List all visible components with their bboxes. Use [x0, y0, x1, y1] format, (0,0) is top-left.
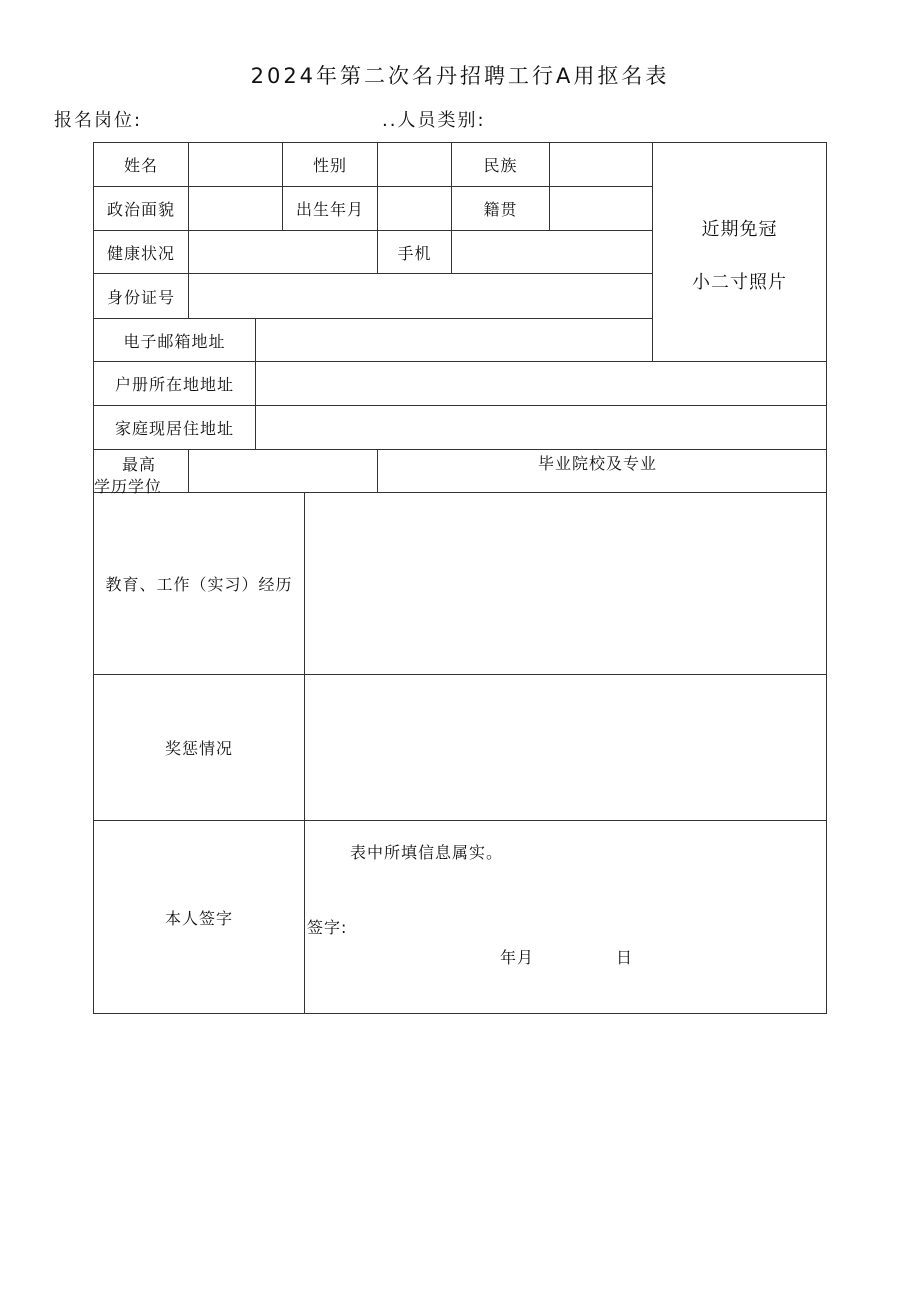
phone-label: 手机: [397, 243, 432, 263]
home-address-label: 家庭现居住地址: [114, 419, 234, 438]
form-title: 2024年第二次名丹招聘工行A用抠名表: [250, 64, 670, 88]
native-place-field[interactable]: [550, 187, 652, 230]
education-field[interactable]: [189, 450, 377, 492]
education-label-line2: 学历学位: [94, 477, 163, 496]
photo-hint-line1: 近期免冠: [701, 219, 778, 240]
name-label: 姓名: [123, 156, 158, 175]
position-label: 报名岗位:: [54, 110, 143, 131]
date-year-month: 年月: [500, 948, 535, 967]
household-address-field[interactable]: [256, 362, 826, 405]
ethnicity-label: 民族: [483, 156, 518, 175]
signature-label: 签字:: [307, 918, 348, 937]
category-label: ..人员类别:: [382, 110, 486, 131]
native-place-label: 籍贯: [483, 200, 518, 219]
signature-section-label: 本人签字: [164, 908, 233, 928]
table-border-bottom: [93, 1013, 827, 1014]
id-number-field[interactable]: [189, 274, 652, 318]
email-label: 电子邮箱地址: [123, 331, 226, 351]
phone-field[interactable]: [452, 231, 652, 273]
experience-label: 教育、工作（实习）经历: [105, 575, 293, 594]
health-field[interactable]: [189, 231, 377, 273]
birth-date-field[interactable]: [378, 187, 451, 230]
political-status-label: 政治面貌: [106, 200, 175, 219]
table-border-right: [826, 142, 827, 1014]
school-major-label: 毕业院校及专业: [538, 454, 658, 473]
education-label-line1: 最高: [122, 455, 157, 474]
date-day: 日: [616, 948, 634, 967]
photo-hint-line2: 小二寸照片: [692, 272, 787, 293]
gender-field[interactable]: [378, 143, 451, 186]
home-address-field[interactable]: [256, 406, 826, 449]
school-major-field[interactable]: [378, 470, 826, 492]
household-address-label: 户册所在地地址: [114, 375, 234, 394]
birth-date-label: 出生年月: [295, 200, 364, 219]
email-field[interactable]: [256, 319, 652, 361]
ethnicity-field[interactable]: [550, 143, 652, 186]
health-label: 健康状况: [106, 243, 175, 263]
rewards-field[interactable]: [305, 675, 826, 820]
signature-field[interactable]: [355, 905, 655, 935]
name-field[interactable]: [189, 143, 282, 186]
id-number-label: 身份证号: [106, 287, 175, 307]
rewards-label: 奖惩情况: [164, 739, 233, 758]
gender-label: 性别: [312, 156, 347, 175]
political-status-field[interactable]: [189, 187, 282, 230]
photo-placeholder[interactable]: [653, 143, 826, 361]
declaration-statement: 表中所填信息属实。: [350, 843, 504, 862]
experience-field[interactable]: [305, 493, 826, 674]
